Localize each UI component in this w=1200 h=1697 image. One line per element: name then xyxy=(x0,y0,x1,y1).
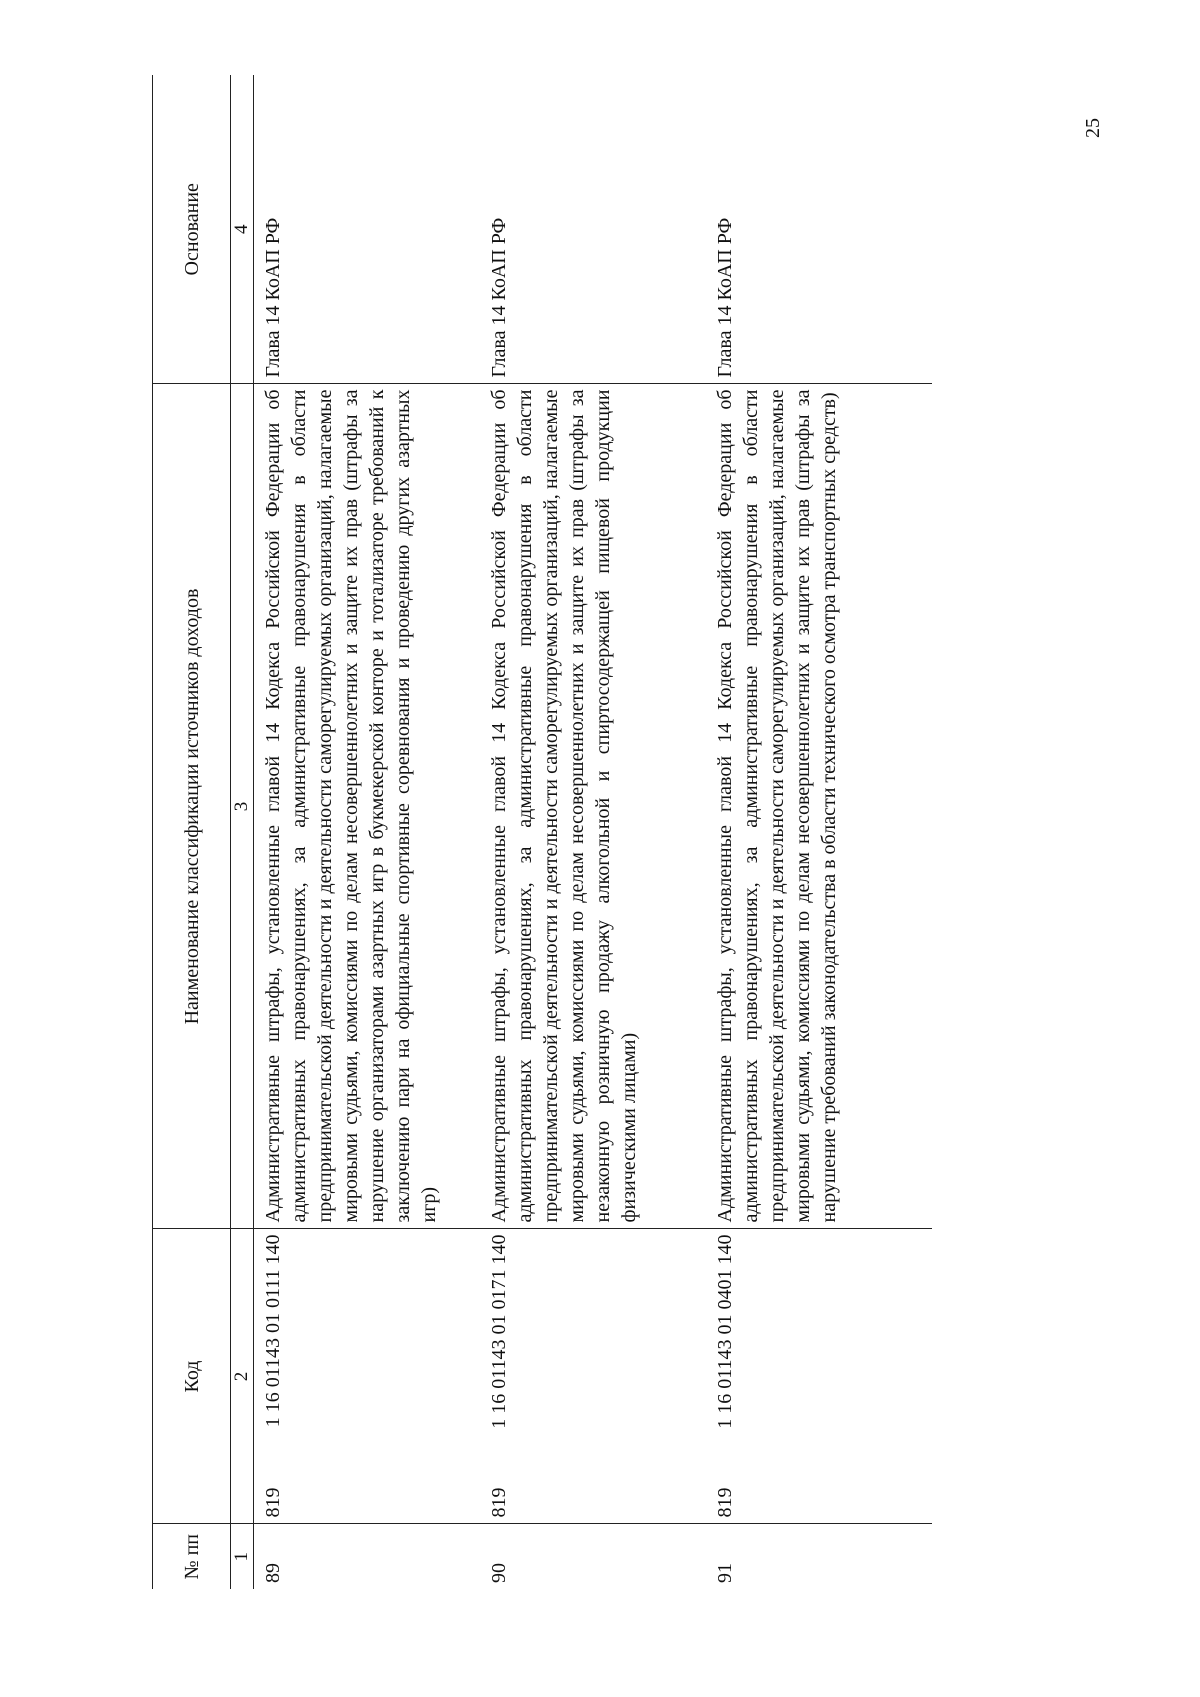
column-number: 3 xyxy=(231,384,254,1229)
row-number: 89 xyxy=(262,1563,284,1583)
admin-code: 819 xyxy=(714,1487,736,1518)
row-number: 91 xyxy=(714,1563,736,1583)
column-number: 4 xyxy=(231,75,254,384)
table-row xyxy=(480,75,706,1589)
header-basis: Основание xyxy=(153,75,231,384)
basis: Глава 14 КоАП РФ xyxy=(254,75,481,384)
header-name: Наименование классификации источников доходов xyxy=(153,384,231,1229)
budget-code: 1 16 01143 01 0111 140 xyxy=(262,1234,284,1428)
income-name: Административные штрафы, установленные главой 14 Кодекса Российской Федерации об административных правонарушениях, за административные правонарушения в области предпринимательской деятельности и деятельности саморегулируемых организаций, налагаемые мировыми судьями, комиссиями по делам несовершеннолетних и защите их прав (штрафы за нарушение организаторами азартных игр в букмекерской конторе и тотализаторе требований к заключению пари на официальные спортивные соревнования и проведению других азартных игр) xyxy=(254,384,481,1229)
header-code: Код xyxy=(153,1229,231,1524)
column-number: 2 xyxy=(231,1229,254,1524)
code-cell xyxy=(254,1229,481,1524)
code-cell xyxy=(480,1229,706,1524)
income-name: Административные штрафы, установленные главой 14 Кодекса Российской Федерации об административных правонарушениях, за административные правонарушения в области предпринимательской деятельности и деятельности саморегулируемых организаций, налагаемые мировыми судьями, комиссиями по делам несовершеннолетних и защите их прав (штрафы за нарушение требований законодательства в области технического осмотра транспортных средств) xyxy=(706,384,932,1229)
admin-code: 819 xyxy=(262,1487,284,1518)
table-header-row xyxy=(153,75,231,1589)
budget-code: 1 16 01143 01 0401 140 xyxy=(714,1234,736,1429)
column-number: 1 xyxy=(231,1524,254,1589)
budget-code: 1 16 01143 01 0171 140 xyxy=(488,1234,510,1429)
rotated-table-frame xyxy=(152,75,932,1589)
page-number: 25 xyxy=(1082,118,1104,138)
basis: Глава 14 КоАП РФ xyxy=(480,75,706,384)
code-cell xyxy=(706,1229,932,1524)
income-name: Административные штрафы, установленные главой 14 Кодекса Российской Федерации об административных правонарушениях, за административные правонарушения в области предпринимательской деятельности и деятельности саморегулируемых организаций, налагаемые мировыми судьями, комиссиями по делам несовершеннолетних и защите их прав (штрафы за незаконную розничную продажу алкогольной и спиртосодержащей пищевой продукции физическими лицами) xyxy=(480,384,706,1229)
column-number-row xyxy=(231,75,254,1589)
income-classification-table xyxy=(152,75,932,1589)
basis: Глава 14 КоАП РФ xyxy=(706,75,932,384)
table-row xyxy=(706,75,932,1589)
admin-code: 819 xyxy=(488,1487,510,1518)
header-num: № пп xyxy=(153,1524,231,1589)
row-number: 90 xyxy=(488,1563,510,1583)
table-row xyxy=(254,75,481,1589)
